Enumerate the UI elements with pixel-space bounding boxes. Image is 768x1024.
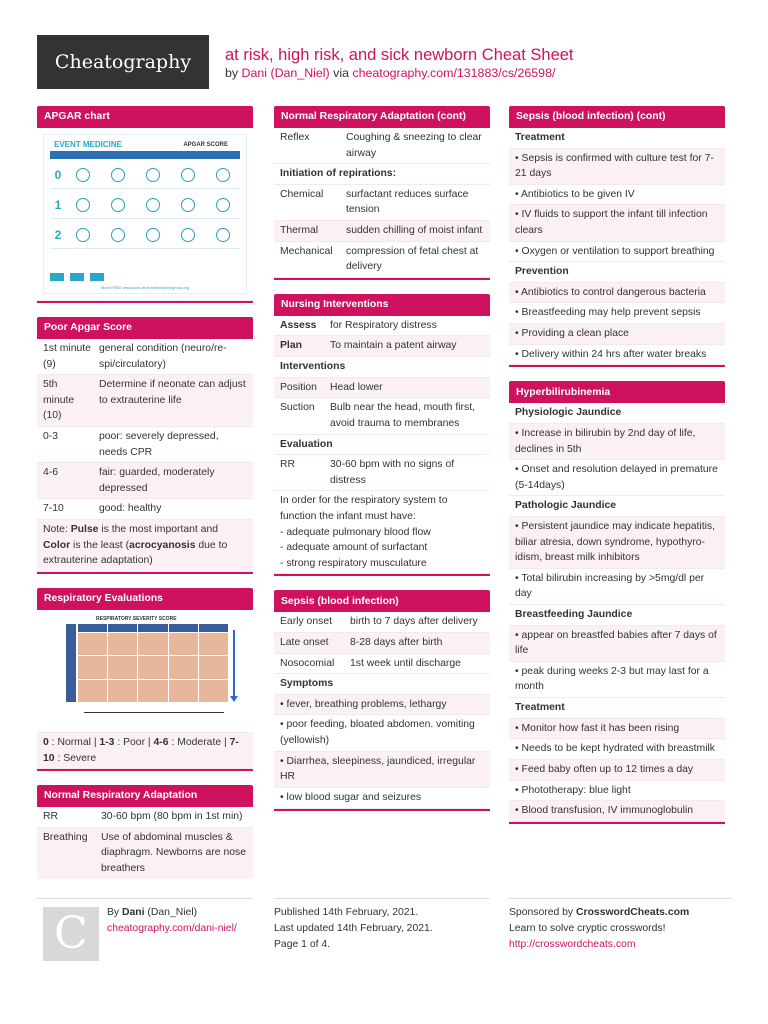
table-row — [274, 128, 490, 164]
row-value: sudden chilling of moist infant — [346, 225, 483, 237]
note-text: due to extrauterine adaptation) — [43, 539, 228, 567]
row-key: 1st minute (9) — [43, 343, 91, 370]
author-line — [107, 905, 257, 921]
list-item: • appear on breastfed babies after 7 days of life — [509, 626, 725, 662]
hand-icon — [181, 228, 195, 242]
subheading: Initiation of repirations: — [274, 164, 490, 185]
apgar-table-header — [50, 151, 240, 159]
row-value: general condition (neuro/re-spi/circulatory) — [99, 343, 227, 370]
list-item: • Blood transfusion, IV immunoglobulin — [509, 801, 725, 822]
published-date: Published 14th February, 2021. — [274, 907, 419, 918]
respiratory-severity-image — [66, 616, 246, 726]
score-range: 1-3 — [99, 736, 115, 748]
subheading: Breastfeeding Jaundice — [509, 605, 725, 626]
apgar-row — [50, 221, 240, 249]
wave-icon — [216, 198, 230, 212]
nursing-section — [274, 294, 490, 577]
list-item: • peak during weeks 2-3 but may last for a month — [509, 662, 725, 698]
table-row — [274, 398, 490, 434]
list-item: • Diarrhea, sleepiness, jaundiced, irregular HR — [274, 752, 490, 788]
author-link[interactable]: Dani (Dan_Niel) — [241, 66, 330, 80]
apgar-row — [50, 191, 240, 219]
baby-icon — [76, 198, 90, 212]
row-value: compression of fetal chest at delivery — [346, 245, 479, 273]
heart-icon — [111, 228, 125, 242]
table-row — [37, 427, 253, 463]
nursing-note — [274, 491, 490, 574]
apgar-footnote: More FREE resources at eventmedicinegroup.org — [100, 285, 190, 290]
baby-icon — [76, 228, 90, 242]
list-item: • Total bilirubin increasing by >5mg/dl per day — [509, 569, 725, 605]
author-handle: (Dan_Niel) — [144, 907, 198, 918]
updated-date: Last updated 14th February, 2021. — [274, 923, 433, 935]
list-item: • Breastfeeding may help prevent sepsis — [509, 303, 725, 324]
section-header: Poor Apgar Score — [37, 317, 253, 339]
section-header: Sepsis (blood infection) — [274, 590, 490, 612]
note-bold: Pulse — [70, 524, 99, 536]
row-value: 30-60 bpm (80 bpm in 1st min) — [101, 811, 243, 823]
score-desc: : Poor | — [114, 736, 154, 748]
byline-by: by — [225, 66, 242, 80]
note-line: - adequate pulmonary blood flow — [280, 526, 431, 538]
row-value: Bulb near the head, mouth first, avoid trauma to membranes — [330, 402, 475, 429]
poor-apgar-section — [37, 317, 253, 574]
sponsor-link[interactable]: http://crosswordcheats.com — [509, 939, 636, 951]
score-range: 4-6 — [153, 736, 169, 748]
subheading: Symptoms — [274, 674, 490, 695]
page-title: at risk, high risk, and sick newborn Cheat Sheet — [225, 46, 574, 64]
score-number: 0 — [54, 167, 62, 182]
row-value: Determine if neonate can adjust to extrauterine life — [99, 379, 246, 406]
apgar-section — [37, 106, 253, 303]
sponsor-tagline: Learn to solve cryptic crosswords! — [509, 923, 666, 935]
author-profile-link[interactable]: cheatography.com/dani-niel/ — [107, 923, 237, 935]
author-name: Dani — [122, 907, 145, 918]
row-key: Assess — [280, 319, 317, 331]
table-row — [274, 455, 490, 491]
note-line: In order for the respiratory system to function the infant must have: — [280, 495, 448, 522]
hyperbili-section — [509, 381, 725, 823]
normal-resp-section — [37, 785, 253, 878]
note-text: Note: — [43, 524, 71, 536]
face-icon — [146, 198, 160, 212]
subheading: Treatment — [509, 698, 725, 719]
note-text: is the most important and — [98, 524, 219, 536]
sponsor-pre: Sponsored by — [509, 907, 577, 918]
list-item: • Phototherapy: blue light — [509, 781, 725, 802]
severity-grid — [78, 624, 228, 702]
section-header: Respiratory Evaluations — [37, 588, 253, 610]
table-row — [37, 828, 253, 879]
table-row — [274, 185, 490, 221]
row-key: Plan — [280, 340, 302, 352]
score-range: 7-10 — [43, 736, 239, 764]
section-header: Normal Respiratory Adaptation — [37, 785, 253, 807]
list-item: • Providing a clean place — [509, 324, 725, 345]
row-key: Suction — [280, 402, 315, 414]
row-value: surfactant reduces surface tension — [346, 188, 469, 216]
list-item: • Sepsis is confirmed with culture test for 7-21 days — [509, 149, 725, 185]
apgar-row — [50, 161, 240, 189]
list-item: • Onset and resolution delayed in premature (5-14days) — [509, 460, 725, 496]
row-value: poor: severely depressed, needs CPR — [99, 431, 219, 458]
severity-legend — [37, 733, 253, 769]
row-value: Coughing & sneezing to clear airway — [346, 132, 482, 159]
table-row — [37, 499, 253, 520]
list-item: • IV fluids to support the infant till infection clears — [509, 205, 725, 241]
by-text: By — [107, 907, 123, 918]
list-item: • Antibiotics to be given IV — [509, 185, 725, 206]
list-item: • fever, breathing problems, lethargy — [274, 695, 490, 716]
sepsis-cont-section — [509, 106, 725, 367]
sponsor-name: CrosswordCheats.com — [576, 907, 690, 918]
row-value: 30-60 bpm with no signs of distress — [330, 459, 455, 486]
row-key: RR — [43, 811, 59, 823]
apgar-score-label: APGAR SCORE — [183, 142, 228, 148]
table-row — [37, 339, 253, 375]
row-value: To maintain a patent airway — [330, 340, 457, 352]
avatar[interactable]: C — [43, 907, 99, 961]
column-1 — [37, 106, 253, 893]
list-item: • Antibiotics to control dangerous bacteria — [509, 283, 725, 304]
row-key: Mechanical — [280, 245, 333, 257]
subheading: Evaluation — [274, 435, 490, 456]
list-item: • low blood sugar and seizures — [274, 788, 490, 809]
footer-dates — [274, 898, 490, 953]
byline — [225, 64, 555, 83]
page-number: Page 1 of 4. — [274, 939, 331, 951]
hand-icon — [181, 168, 195, 182]
arrow-down-icon — [233, 630, 235, 698]
column-3 — [509, 106, 725, 838]
grade-bar — [66, 624, 76, 702]
row-key: RR — [280, 459, 296, 471]
total-line — [84, 712, 224, 713]
table-row — [37, 463, 253, 499]
hand-icon — [181, 198, 195, 212]
row-value: fair: guarded, moderately depressed — [99, 467, 215, 494]
sponsor-line — [509, 905, 731, 921]
section-header: Sepsis (blood infection) (cont) — [509, 106, 725, 128]
byline-via: via — [329, 66, 353, 80]
table-row — [274, 316, 490, 337]
figure-title: RESPIRATORY SEVERITY SCORE — [96, 615, 177, 622]
subheading: Treatment — [509, 128, 725, 149]
row-key: Late onset — [280, 637, 329, 649]
row-key: Chemical — [280, 188, 324, 200]
heart-icon — [111, 198, 125, 212]
cheatography-logo[interactable]: Cheatography — [37, 35, 209, 89]
baby-icon — [76, 168, 90, 182]
table-row — [274, 654, 490, 675]
score-number: 2 — [54, 227, 62, 242]
row-value: 8-28 days after birth — [350, 637, 443, 649]
table-row — [37, 807, 253, 828]
note-bold: acrocyanosis — [129, 539, 196, 551]
list-item: • Monitor how fast it has been rising — [509, 719, 725, 740]
sheet-url-link[interactable]: cheatography.com/131883/cs/26598/ — [352, 66, 556, 80]
apgar-chart-image — [43, 134, 247, 294]
apgar-note — [37, 520, 253, 572]
table-row — [274, 633, 490, 654]
column-2 — [274, 106, 490, 825]
table-row — [274, 242, 490, 278]
subheading: Interventions — [274, 357, 490, 378]
score-range: 0 — [43, 736, 49, 748]
subheading: Pathologic Jaundice — [509, 496, 725, 517]
resp-eval-figure — [37, 610, 253, 733]
table-row — [274, 221, 490, 242]
row-key: Breathing — [43, 831, 88, 843]
table-row — [274, 336, 490, 357]
list-item: • Needs to be kept hydrated with breastmilk — [509, 739, 725, 760]
footer-sponsor — [509, 898, 731, 953]
row-value: good: healthy — [99, 503, 162, 515]
list-item: • Feed baby often up to 12 times a day — [509, 760, 725, 781]
section-header: Nursing Interventions — [274, 294, 490, 316]
apgar-figure — [37, 128, 253, 301]
score-desc: : Severe — [54, 752, 97, 764]
row-key: 4-6 — [43, 467, 59, 479]
row-key: 7-10 — [43, 503, 64, 515]
subheading: Prevention — [509, 262, 725, 283]
row-value: 1st week until discharge — [350, 657, 461, 669]
resp-eval-section — [37, 588, 253, 771]
table-row — [37, 375, 253, 427]
sepsis-section — [274, 590, 490, 810]
note-line: - strong respiratory musculature — [280, 557, 427, 569]
note-text: is the least ( — [70, 539, 130, 551]
wave-icon — [216, 228, 230, 242]
list-item: • Delivery within 24 hrs after water breaks — [509, 345, 725, 366]
face-icon — [146, 168, 160, 182]
row-key: Reflex — [280, 132, 310, 143]
row-key: Early onset — [280, 616, 332, 628]
event-medicine-logo: EVENT MEDICINE — [54, 140, 123, 149]
note-bold: Color — [43, 539, 71, 551]
section-header: APGAR chart — [37, 106, 253, 128]
note-line: - adequate amount of surfactant — [280, 542, 428, 554]
row-key: 0-3 — [43, 431, 59, 443]
section-header: Normal Respiratory Adaptation (cont) — [274, 106, 490, 128]
score-desc: : Moderate | — [168, 736, 230, 748]
row-value: Use of abdominal muscles & diaphragm. Newborns are nose breathers — [101, 831, 246, 874]
subheading: Physiologic Jaundice — [509, 403, 725, 424]
list-item: • Oxygen or ventilation to support breathing — [509, 242, 725, 263]
row-key: Nosocomial — [280, 657, 335, 669]
heart-icon — [111, 168, 125, 182]
wave-icon — [216, 168, 230, 182]
list-item: • poor feeding, bloated abdomen. vomiting (yellowish) — [274, 715, 490, 751]
apgar-legend — [50, 273, 104, 281]
face-icon — [146, 228, 160, 242]
row-value: birth to 7 days after delivery — [350, 616, 478, 628]
row-key: Position — [280, 381, 317, 393]
table-row — [274, 612, 490, 633]
table-row — [274, 378, 490, 399]
section-header: Hyperbilirubinemia — [509, 381, 725, 403]
score-desc: : Normal | — [48, 736, 100, 748]
row-key: Thermal — [280, 225, 319, 237]
row-value: Head lower — [330, 381, 383, 393]
row-key: 5th minute (10) — [43, 379, 75, 422]
score-number: 1 — [54, 197, 62, 212]
row-value: for Respiratory distress — [330, 319, 437, 331]
normal-resp-cont-section — [274, 106, 490, 280]
list-item: • Persistent jaundice may indicate hepatitis, biliar atresia, down syndrome, hypothyro-idism, breast milk inhibitors — [509, 517, 725, 569]
footer-author — [37, 898, 253, 968]
list-item: • Increase in bilirubin by 2nd day of life, declines in 5th — [509, 424, 725, 460]
